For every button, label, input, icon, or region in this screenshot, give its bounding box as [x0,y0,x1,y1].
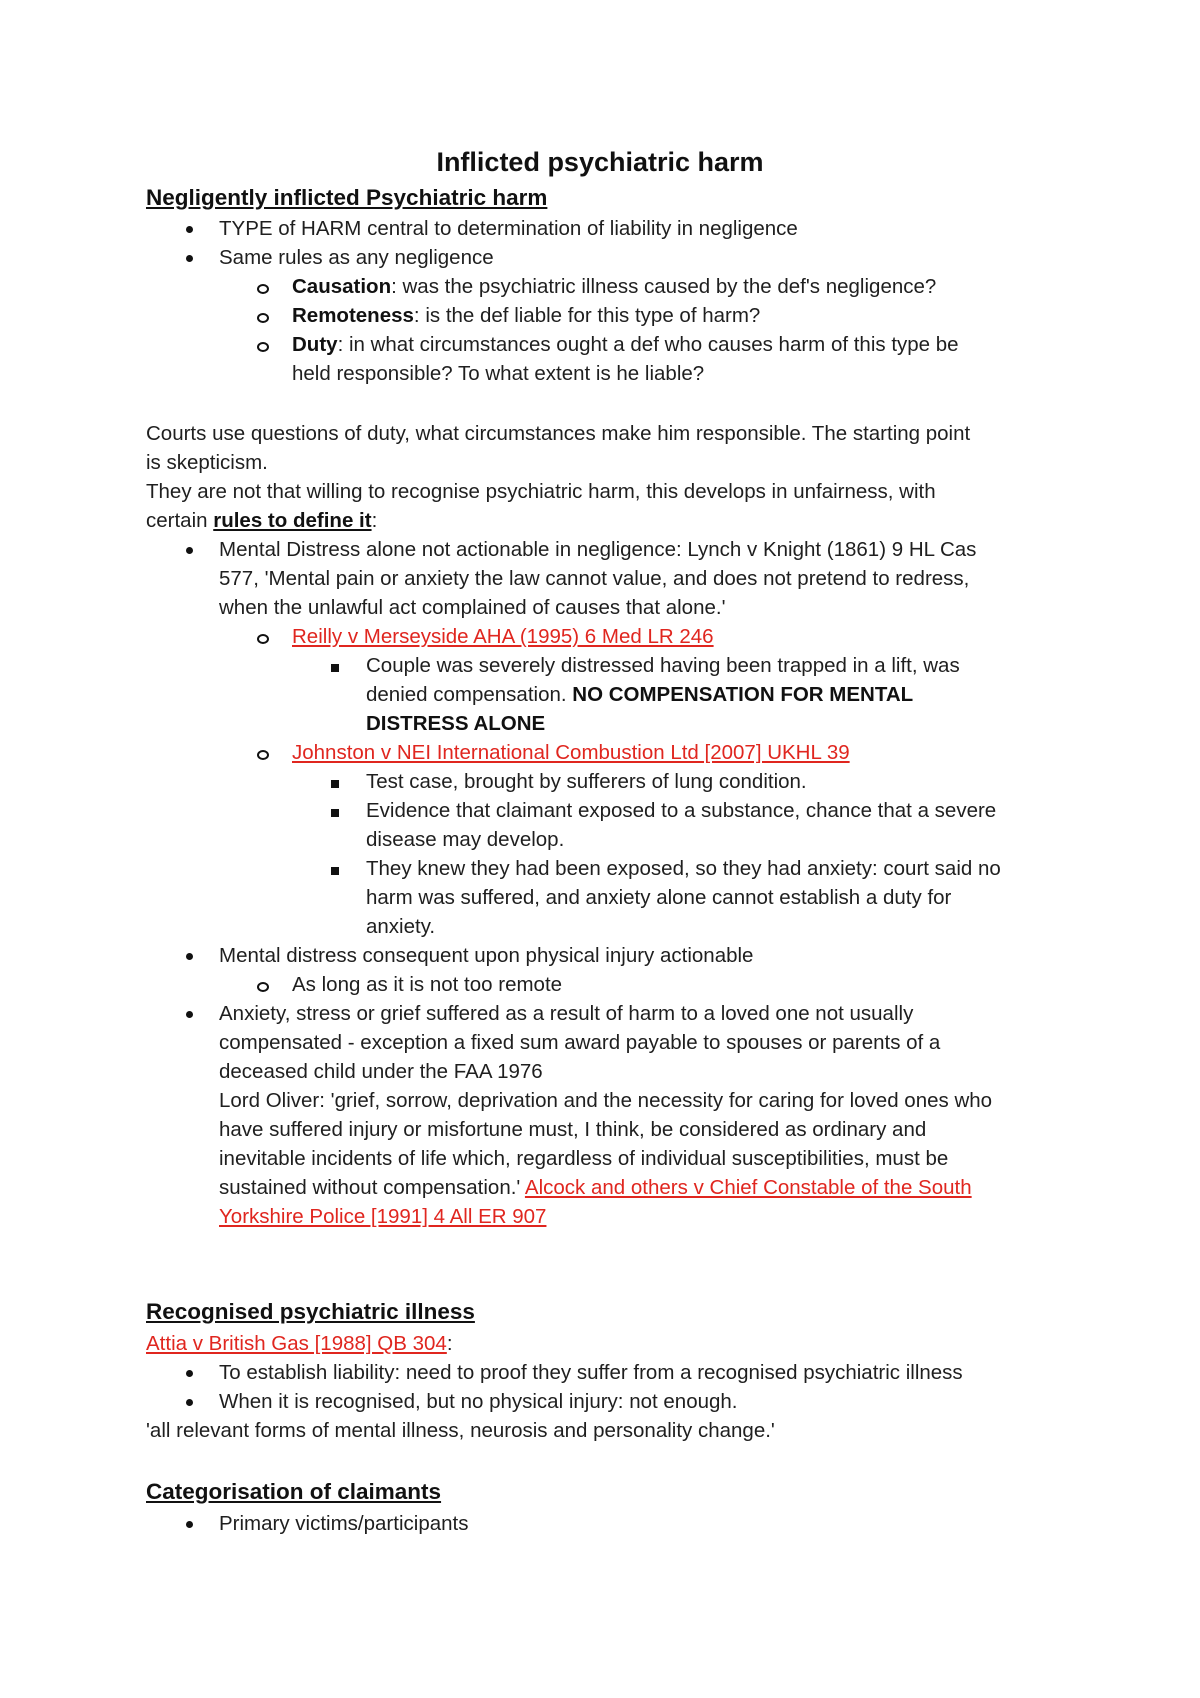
list-item-cont [366,710,545,738]
text: : [446,1332,453,1355]
paragraph-line: They are not that willing to recognise psychiatric harm, this develops in unfairness, with [146,480,936,503]
list-item: Anxiety, stress or grief suffered as a result of harm to a loved one not usually [219,1002,914,1025]
section-heading-recognised-illness: Recognised psychiatric illness [146,1299,475,1324]
list-item-causation [292,273,936,301]
case-list-item [292,739,850,767]
rules-emphasis: rules to define it [213,509,372,532]
bullet-circle-icon [257,313,269,323]
list-item: They knew they had been exposed, so they had anxiety: court said no [366,857,1001,880]
list-item-cont: have suffered injury or misfortune must, I think, be considered as ordinary and [219,1118,927,1141]
bullet-dot-icon [186,1370,193,1377]
causation-label: Causation [292,275,392,298]
case-link-reilly[interactable]: Reilly v Merseyside AHA (1995) 6 Med LR 246 [292,625,714,648]
text: sustained without compensation.' [219,1176,525,1199]
case-link-johnston[interactable]: Johnston v NEI International Combustion Ltd [2007] UKHL 39 [292,741,850,764]
text: denied compensation. [366,683,573,706]
bullet-dot-icon [186,1399,193,1406]
list-item: TYPE of HARM central to determination of liability in negligence [219,217,798,240]
emphasis: DISTRESS ALONE [366,712,546,735]
paragraph-line: Courts use questions of duty, what circumstances make him responsible. The starting point [146,422,971,445]
remoteness-label: Remoteness [292,304,414,327]
text: : [371,509,378,532]
list-item: Primary victims/participants [219,1512,469,1535]
list-item-cont [219,1203,546,1231]
causation-text: : was the psychiatric illness caused by the def's negligence? [391,275,937,298]
duty-label: Duty [292,333,338,356]
bullet-square-icon [331,664,339,672]
document-title: Inflicted psychiatric harm [436,147,764,177]
list-item-remoteness [292,302,760,330]
paragraph-line: is skepticism. [146,451,268,474]
list-item-cont: anxiety. [366,915,436,938]
list-item: Evidence that claimant exposed to a substance, chance that a severe [366,799,997,822]
case-line [146,1330,453,1358]
case-list-item [292,623,714,651]
bullet-dot-icon [186,953,193,960]
list-item-cont: Lord Oliver: 'grief, sorrow, deprivation and the necessity for caring for loved ones who [219,1089,993,1112]
emphasis: NO COMPENSATION FOR MENTAL [572,683,914,706]
bullet-circle-icon [257,634,269,644]
bullet-dot-icon [186,1521,193,1528]
list-item-cont: compensated - exception a fixed sum award payable to spouses or parents of a [219,1031,941,1054]
bullet-dot-icon [186,226,193,233]
bullet-dot-icon [186,547,193,554]
list-item: To establish liability: need to proof they suffer from a recognised psychiatric illness [219,1361,963,1384]
list-item-cont: disease may develop. [366,828,565,851]
bullet-square-icon [331,780,339,788]
list-item-cont: 577, 'Mental pain or anxiety the law cannot value, and does not pretend to redress, [219,567,970,590]
list-item: Mental distress consequent upon physical injury actionable [219,944,754,967]
bullet-dot-icon [186,1011,193,1018]
list-item: Mental Distress alone not actionable in negligence: Lynch v Knight (1861) 9 HL Cas [219,538,977,561]
list-item-cont [219,1174,972,1202]
bullet-circle-icon [257,284,269,294]
list-item: Same rules as any negligence [219,246,494,269]
bullet-circle-icon [257,342,269,352]
section-heading-negligently-inflicted: Negligently inflicted Psychiatric harm [146,185,548,210]
list-item-cont: inevitable incidents of life which, regardless of individual susceptibilities, must be [219,1147,949,1170]
case-link-alcock-cont[interactable]: Yorkshire Police [1991] 4 All ER 907 [219,1205,547,1228]
remoteness-text: : is the def liable for this type of harm? [413,304,761,327]
bullet-circle-icon [257,982,269,992]
quote-line: 'all relevant forms of mental illness, neurosis and personality change.' [146,1419,775,1442]
case-link-alcock[interactable]: Alcock and others v Chief Constable of the South [524,1176,972,1199]
bullet-square-icon [331,867,339,875]
list-item-cont: when the unlawful act complained of causes that alone.' [219,596,726,619]
text: certain [146,509,214,532]
case-link-attia[interactable]: Attia v British Gas [1988] QB 304 [146,1332,447,1355]
list-item-duty [292,331,959,359]
duty-text: : in what circumstances ought a def who causes harm of this type be [337,333,959,356]
list-item-cont: harm was suffered, and anxiety alone cannot establish a duty for [366,886,952,909]
section-heading-categorisation: Categorisation of claimants [146,1479,442,1504]
list-item: When it is recognised, but no physical injury: not enough. [219,1390,738,1413]
bullet-square-icon [331,809,339,817]
paragraph-line [146,507,377,535]
list-item: As long as it is not too remote [292,973,563,996]
list-item-cont [366,681,913,709]
list-item-cont: deceased child under the FAA 1976 [219,1060,543,1083]
bullet-dot-icon [186,255,193,262]
list-item: Couple was severely distressed having been trapped in a lift, was [366,654,960,677]
list-item-duty-cont: held responsible? To what extent is he liable? [292,362,705,385]
list-item: Test case, brought by sufferers of lung condition. [366,770,807,793]
bullet-circle-icon [257,750,269,760]
